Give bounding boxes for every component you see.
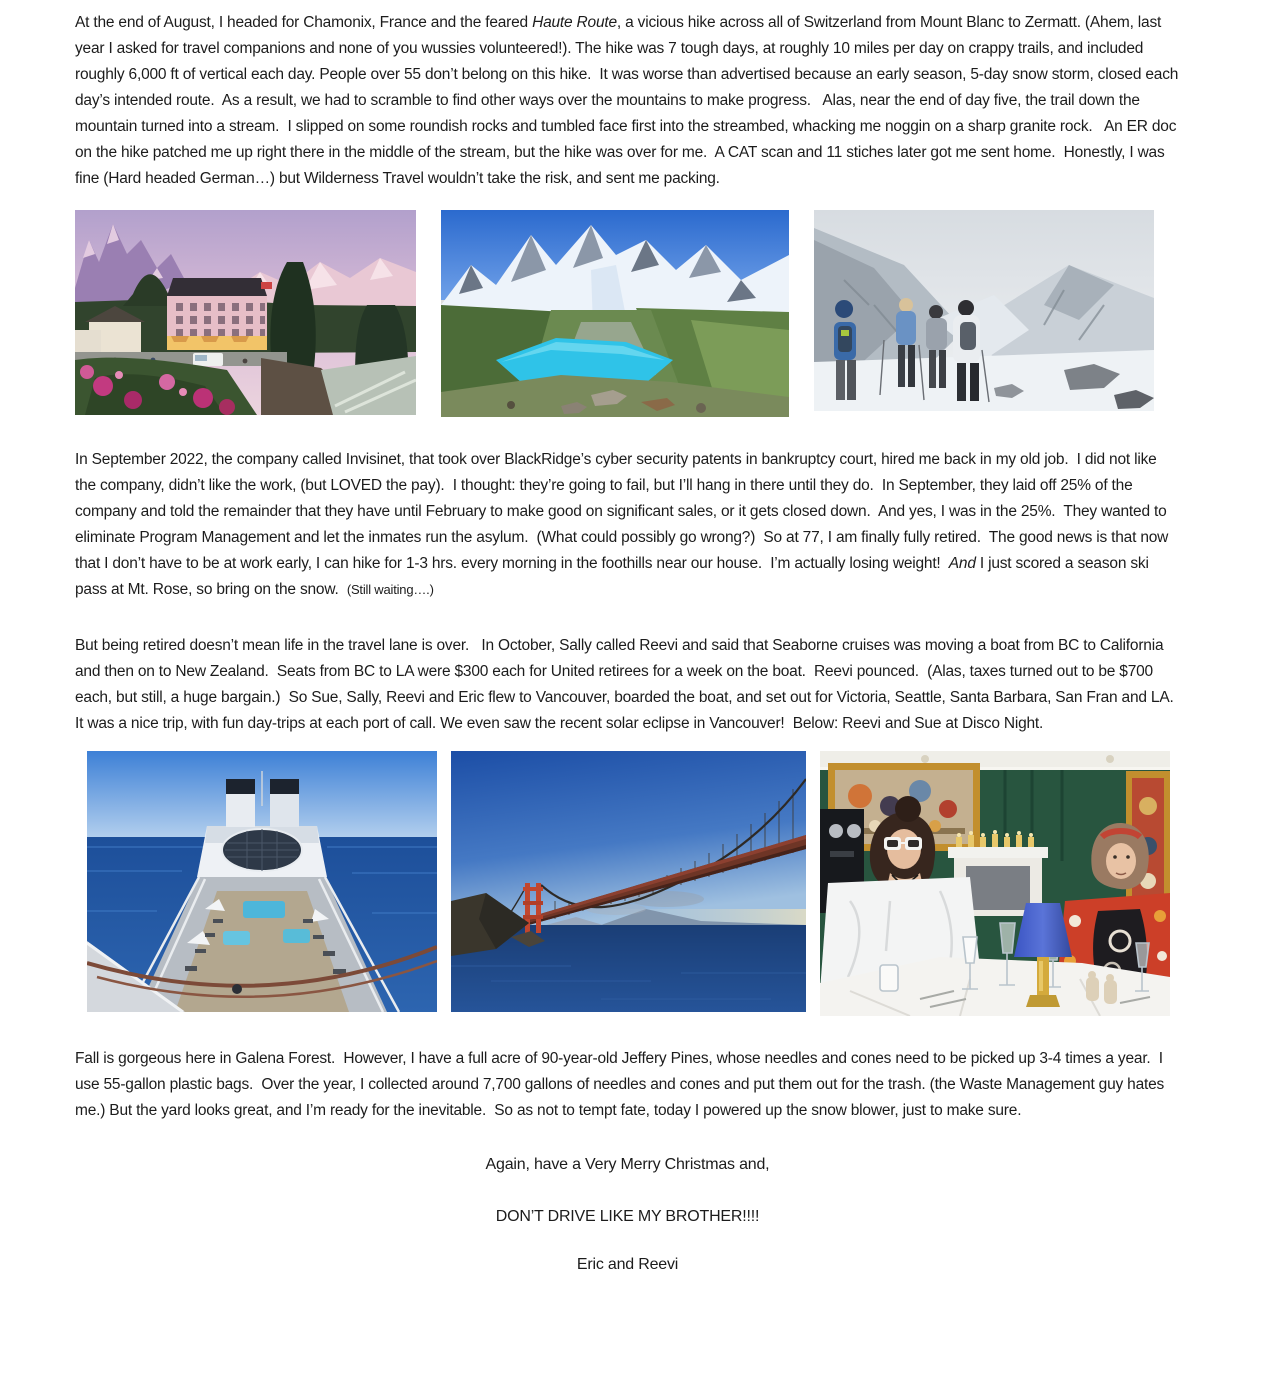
paragraph-cruise: But being retired doesn’t mean life in the travel lane is over. In October, Sally called Reevi and said that Seaborne cruises was moving a boat from BC to California and then on to New Zealand. Seats from BC to LA were $300 each for United retirees for a week on the boat. Reevi pounced. (Alas, taxes turned out to be $700 each, but still, a huge bargain.) So Sue, Sally, Reevi and Eric flew to Vancouver, boarded the boat, and set out for Victoria, Seattle, Santa Barbara, San Fran and LA. It was a nice trip, with fun day-trips at each port of call. We even saw the recent solar eclipse in Vancouver! Below: Reevi and Sue at Disco Night. (75, 637, 1182, 732)
closing-merry-christmas: Again, have a Very Merry Christmas and, (485, 1156, 770, 1173)
photo-snowy-hikers (814, 210, 1154, 411)
photo-glacial-lake (441, 210, 789, 417)
photo-golden-gate-bridge (451, 751, 806, 1012)
paragraph-haute-route: At the end of August, I headed for Chamonix, France and the feared Haute Route, a vicious hike across all of Switzerland from Mount Blanc to Zermatt. (Ahem, last year I asked for travel companions and none of you wussies volunteered!). The hike was 7 tough days, at roughly 10 miles per day on crappy trails, and included roughly 6,000 ft of vertical each day. People over 55 don’t belong on this hike. It was worse than advertised because an early season, 5-day snow storm, closed each day’s intended route. As a result, we had to scramble to find other ways over the mountains to make progress. Alas, near the end of day five, the trail down the mountain turned into a stream. I slipped on some roundish rocks and tumbled face first into the streambed, whacking me noggin on a sharp granite rock. An ER doc on the hike patched me up right there in the middle of the stream, but the hike was over for me. A CAT scan and 11 stiches later got me sent home. Honestly, I was fine (Hard headed German…) but Wilderness Travel wouldn’t take the risk, and sent me packing. (75, 14, 1183, 187)
paragraph-invisinet: In September 2022, the company called Invisinet, that took over BlackRidge’s cyber security patents in bankruptcy court, hired me back in my old job. I did not like the company, didn’t like the work, (but LOVED the pay). I thought: they’re going to fail, but I’ll hang in there until they do. In September, they laid off 25% of the company and told the remainder that they have until February to make good on significant sales, or it gets closed down. And yes, I was in the 25%. They wanted to eliminate Program Management and let the inmates run the asylum. (What could possibly go wrong?) So at 77, I am finally fully retired. The good news is that now that I don’t have to be at work early, I can hike for 1-3 hrs. every morning in the foothills near our house. I’m actually losing weight! And I just scored a season ski pass at Mt. Rose, so bring on the snow. (Still waiting….) (75, 451, 1173, 598)
photo-chamonix-village (75, 210, 416, 415)
photo-disco-night-dinner (820, 751, 1170, 1016)
closing-dont-drive: DON’T DRIVE LIKE MY BROTHER!!!! (495, 1208, 760, 1225)
paragraph-galena: Fall is gorgeous here in Galena Forest. However, I have a full acre of 90-year-old Jeffery Pines, whose needles and cones need to be picked up 3-4 times a year. I use 55-gallon plastic bags. Over the year, I collected around 7,700 gallons of needles and cones and put them out for the trash. (the Waste Management guy hates me.) But the yard looks great, and I’m ready for the inevitable. So as not to tempt fate, today I powered up the snow blower, just to make sure. (75, 1050, 1169, 1119)
photo-cruise-ship-deck (87, 751, 437, 1012)
signature-eric-and-reevi: Eric and Reevi (576, 1256, 679, 1273)
photo-row-hike (75, 210, 1180, 417)
photo-row-cruise (87, 751, 1180, 1016)
